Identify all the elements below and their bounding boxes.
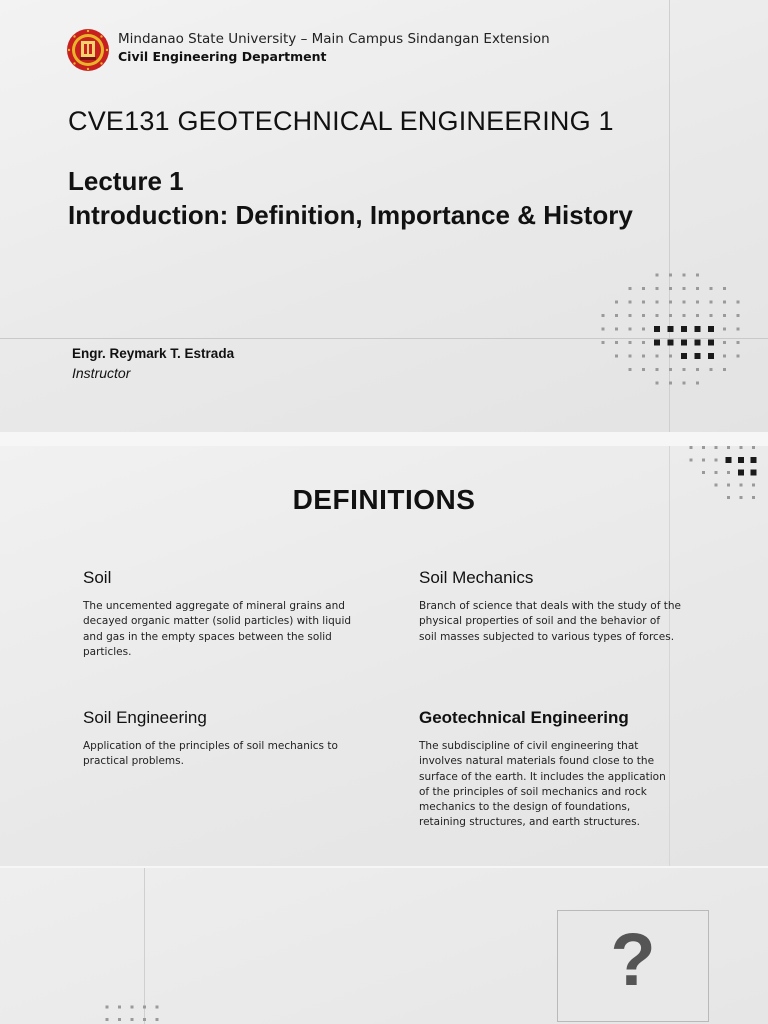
dot [656,274,659,277]
definition-text: Branch of science that deals with the study of the physical properties of soil and the behavior of soil masses subjected to various types of forces. [419,600,681,643]
definitions-slide [0,446,768,866]
dot [106,1018,109,1021]
dot [629,368,632,371]
dot [690,446,693,449]
dot [629,355,632,358]
dot [669,314,672,317]
question-box [557,910,709,1022]
dot [615,314,618,317]
definition-term: Geotechnical Engineering [419,708,629,727]
dot [654,340,660,346]
dot [642,341,645,344]
dot [708,340,714,346]
dot [708,326,714,332]
dot [695,326,701,332]
dot [723,301,726,304]
dot [683,368,686,371]
dot [737,314,740,317]
dot [752,446,755,449]
dot [602,314,605,317]
dot [118,1018,121,1021]
dot [629,301,632,304]
course-title: CVE131 GEOTECHNICAL ENGINEERING 1 [68,106,614,136]
dot [642,314,645,317]
dot [131,1006,134,1009]
definition-term: Soil Engineering [83,708,207,727]
dot-pattern-decoration [104,1004,174,1024]
question-slide [0,868,768,1024]
dot [106,1006,109,1009]
dot [615,301,618,304]
dot [696,368,699,371]
dot [629,314,632,317]
definitions-title: DEFINITIONS [292,484,476,515]
dot [737,355,740,358]
dot [696,301,699,304]
dot [654,326,660,332]
dot [738,457,744,463]
dot [656,287,659,290]
dot [681,340,687,346]
lecture-heading [68,164,668,232]
dot [710,301,713,304]
definition-geotechnical-engineering [419,708,674,831]
dot [681,326,687,332]
definition-soil [83,568,353,660]
dot [642,328,645,331]
dot [737,341,740,344]
dot [723,328,726,331]
department-name: Civil Engineering Department [118,49,327,64]
dot [602,341,605,344]
dot [723,314,726,317]
dot [602,328,605,331]
instructor-role: Instructor [72,365,131,381]
dot [751,470,757,476]
dot [669,368,672,371]
dot-pattern-decoration [600,272,740,404]
dot [683,301,686,304]
dot [656,314,659,317]
dot [715,459,718,462]
dot [681,353,687,359]
dot [696,274,699,277]
dot [156,1018,159,1021]
dot [683,274,686,277]
dot [669,274,672,277]
dot [727,471,730,474]
dot [723,341,726,344]
definition-soil-engineering [83,708,353,770]
dot [629,328,632,331]
dot [715,446,718,449]
definition-text: The subdiscipline of civil engineering that involves natural materials found close to the surface of the earth. It includes the application of the principles of soil mechanics and rock mechanics to the design of foundations, retaining structures, and earth structures. [419,740,666,829]
definition-text: Application of the principles of soil mechanics to practical problems. [83,740,338,768]
dot [737,328,740,331]
question-mark-icon: ? [610,918,656,1001]
dot [702,471,705,474]
dot [683,382,686,385]
dot [702,446,705,449]
dot [615,355,618,358]
dot [695,340,701,346]
lecture-number: Lecture 1 [68,166,184,196]
dot [751,457,757,463]
dot [669,382,672,385]
instructor-name: Engr. Reymark T. Estrada [72,346,235,361]
dot [629,341,632,344]
dot [696,287,699,290]
dot [642,301,645,304]
dot [143,1006,146,1009]
dot [668,340,674,346]
dot [715,471,718,474]
definition-term: Soil [83,568,112,587]
definition-soil-mechanics [419,568,681,645]
dot [683,314,686,317]
dot [683,287,686,290]
dot [143,1018,146,1021]
dot [656,382,659,385]
dot [615,328,618,331]
dot [696,382,699,385]
dot [669,301,672,304]
dot [642,368,645,371]
dot [710,314,713,317]
dot [669,355,672,358]
slide-gap [0,432,768,446]
dot [726,457,732,463]
dot [723,368,726,371]
dot [710,287,713,290]
definition-text: The uncemented aggregate of mineral grains and decayed organic matter (solid particles) with liquid and gas in the empty spaces between the solid particles. [83,600,352,658]
dot [723,355,726,358]
dot [642,355,645,358]
dot [740,446,743,449]
dot [656,301,659,304]
dot [118,1006,121,1009]
dot [702,459,705,462]
dot [708,353,714,359]
dot [668,326,674,332]
dot [629,287,632,290]
title-slide [0,0,768,432]
dot [695,353,701,359]
dot [727,446,730,449]
dot [710,368,713,371]
dot [738,470,744,476]
definition-term: Soil Mechanics [419,568,534,587]
dot [656,368,659,371]
dot [723,287,726,290]
dot [669,287,672,290]
dot [656,355,659,358]
dot [690,459,693,462]
dot [642,287,645,290]
dot [737,301,740,304]
lecture-topic: Introduction: Definition, Importance & History [68,200,633,230]
university-seal-icon [66,28,110,72]
dot [615,341,618,344]
dot [696,314,699,317]
decorative-vertical-line [144,868,145,1024]
dot [131,1018,134,1021]
dot [156,1006,159,1009]
university-name: Mindanao State University – Main Campus Sindangan Extension [118,31,550,47]
